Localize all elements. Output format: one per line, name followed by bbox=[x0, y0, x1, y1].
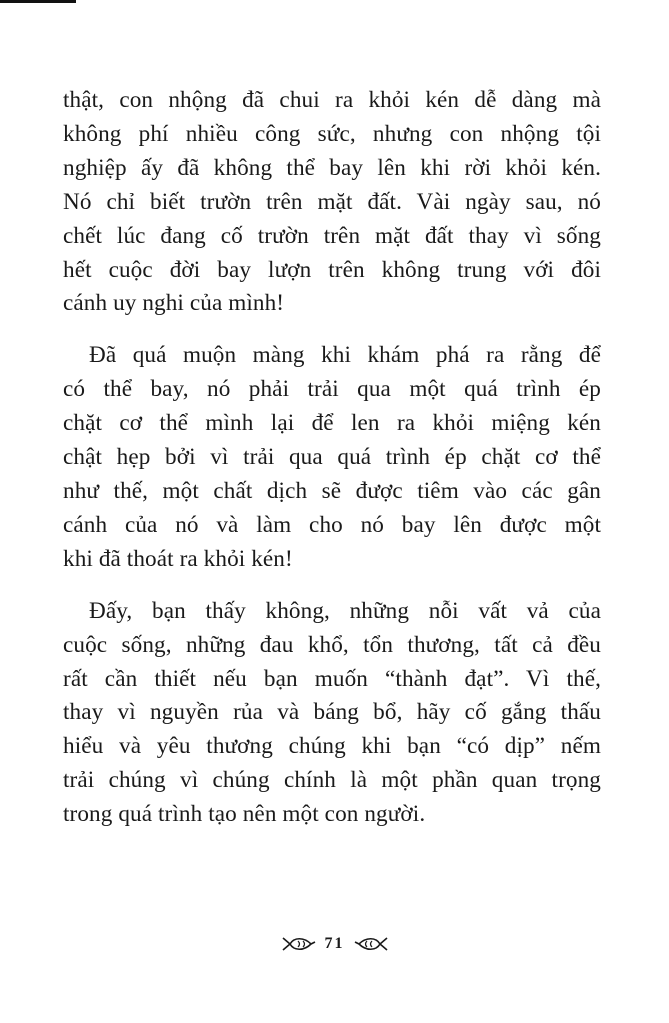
text-line: nghiệp ấy đã không thể bay lên khi rời khỏi kén. bbox=[63, 154, 601, 181]
page-body bbox=[63, 84, 601, 832]
text-line: rất cần thiết nếu bạn muốn “thành đạt”. Vì thế, bbox=[63, 665, 601, 692]
fish-ornament-left-icon bbox=[281, 934, 317, 954]
text-line: cuộc sống, những đau khổ, tổn thương, tất cả đều bbox=[63, 631, 601, 658]
top-rule bbox=[0, 0, 76, 3]
text-line: cánh uy nghi của mình! bbox=[63, 290, 285, 317]
paragraph-1 bbox=[63, 84, 601, 321]
text-line: không phí nhiều công sức, nhưng con nhộng tội bbox=[63, 120, 601, 147]
text-line: thật, con nhộng đã chui ra khỏi kén dễ dàng mà bbox=[63, 87, 601, 113]
page-number: 71 bbox=[324, 935, 345, 952]
fish-ornament-right-icon bbox=[353, 934, 389, 954]
paragraph-3 bbox=[63, 595, 601, 832]
text-line: cánh của nó và làm cho nó bay lên được một bbox=[63, 511, 601, 538]
paragraph-2 bbox=[63, 339, 601, 576]
text-line: trải chúng vì chúng chính là một phần quan trọng bbox=[63, 767, 601, 794]
text-line: chật hẹp bởi vì trải qua quá trình ép chặt cơ thể bbox=[63, 444, 601, 471]
text-line: trong quá trình tạo nên một con người. bbox=[63, 801, 426, 828]
text-line: hết cuộc đời bay lượn trên không trung với đôi bbox=[63, 256, 601, 283]
text-line: Nó chỉ biết trườn trên mặt đất. Vài ngày sau, nó bbox=[63, 188, 601, 215]
text-line: khi đã thoát ra khỏi kén! bbox=[63, 545, 293, 572]
text-line: hiểu và yêu thương chúng khi bạn “có dịp” nếm bbox=[63, 733, 601, 760]
text-line: chết lúc đang cố trườn trên mặt đất thay vì sống bbox=[63, 222, 601, 249]
text-line: Đấy, bạn thấy không, những nỗi vất vả của bbox=[89, 597, 601, 624]
text-line: chặt cơ thể mình lại để len ra khỏi miệng kén bbox=[63, 410, 601, 437]
text-line: Đã quá muộn màng khi khám phá ra rằng để bbox=[89, 342, 601, 369]
text-line: có thể bay, nó phải trải qua một quá trình ép bbox=[63, 376, 601, 403]
text-line: như thế, một chất dịch sẽ được tiêm vào các gân bbox=[63, 477, 601, 504]
page-footer bbox=[0, 934, 669, 954]
text-line: thay vì nguyền rủa và báng bổ, hãy cố gắng thấu bbox=[63, 699, 601, 726]
